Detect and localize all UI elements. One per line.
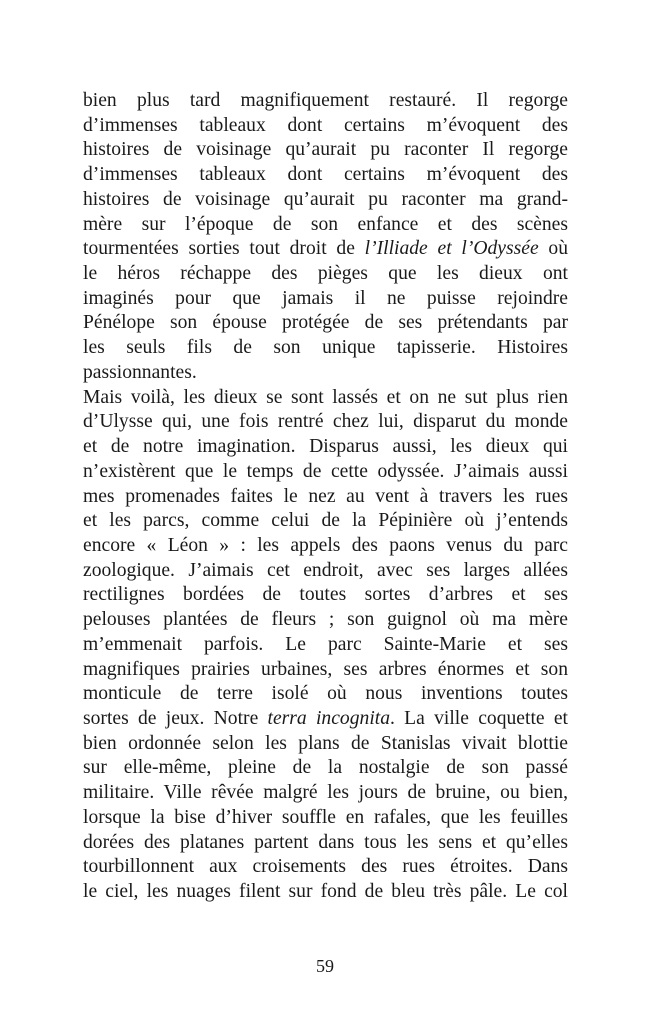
text-line: mes promenades faites le nez au vent à travers les rues: [83, 485, 568, 507]
text-line: tourbillonnent aux croisements des rues étroites. Dans: [83, 856, 568, 878]
text-line: et les parcs, comme celui de la Pépinière où j’entends: [83, 510, 568, 532]
text-line: d’Ulysse qui, une fois rentré chez lui, disparut du monde: [83, 411, 568, 433]
text-segment: sortes de jeux. Notre: [83, 707, 268, 729]
text-line: Mais voilà, les dieux se sont lassés et on ne sut plus rien: [83, 386, 568, 408]
text-line: [83, 237, 568, 262]
italic-title: l’Illiade et l’Odyssée: [364, 238, 539, 260]
text-line: le ciel, les nuages filent sur fond de bleu très pâle. Le col: [83, 881, 568, 902]
text-line: lorsque la bise d’hiver souffle en rafales, que les feuilles: [83, 806, 568, 828]
text-line: passionnantes.: [83, 361, 197, 383]
text-line: monticule de terre isolé où nous inventions toutes: [83, 683, 568, 705]
text-line: rectilignes bordées de toutes sortes d’arbres et ses: [83, 584, 568, 606]
text-line: sur elle-même, pleine de la nostalgie de son passé: [83, 757, 568, 779]
text-line: pelouses plantées de fleurs ; son guignol où ma mère: [83, 609, 568, 631]
text-line: zoologique. J’aimais cet endroit, avec ses larges allées: [83, 559, 568, 581]
text-line: mère sur l’époque de son enfance et des scènes: [83, 213, 568, 235]
text-line: magnifiques prairies urbaines, ses arbres énormes et son: [83, 658, 568, 680]
page-number: 59: [316, 956, 334, 976]
text-line: n’existèrent que le temps de cette odyssée. J’aimais aussi: [83, 460, 568, 482]
text-segment: . La ville coquette et: [390, 707, 568, 729]
text-line: le héros réchappe des pièges que les dieux ont: [83, 263, 568, 285]
text-line: militaire. Ville rêvée malgré les jours de bruine, ou bien,: [83, 782, 568, 804]
text-line: [83, 707, 568, 732]
text-line: Pénélope son épouse protégée de ses prétendants par: [83, 312, 568, 334]
text-line: histoires de voisinage qu’aurait pu raconter Il regorge: [83, 139, 568, 161]
text-line: d’immenses tableaux dont certains m’évoquent des: [83, 114, 568, 136]
text-line: bien plus tard magnifiquement restauré. Il regorge: [83, 90, 568, 111]
text-line: et de notre imagination. Disparus aussi, les dieux qui: [83, 436, 568, 458]
text-line: imaginés pour que jamais il ne puisse rejoindre: [83, 287, 568, 309]
text-segment: où: [538, 238, 568, 260]
body-text: [83, 89, 568, 905]
text-line: d’immenses tableaux dont certains m’évoquent des: [83, 164, 568, 186]
text-segment: tourmentées sorties tout droit de: [83, 238, 365, 260]
text-line: les seuls fils de son unique tapisserie. Histoires: [83, 337, 568, 359]
text-line: bien ordonnée selon les plans de Stanislas vivait blottie: [83, 732, 568, 754]
text-line: dorées des platanes partent dans tous les sens et qu’elles: [83, 831, 568, 853]
text-line: histoires de voisinage qu’aurait pu raconter ma grand-: [83, 188, 568, 210]
italic-title: terra incognita: [267, 707, 391, 729]
text-line: encore « Léon » : les appels des paons venus du parc: [83, 534, 568, 556]
text-line: m’emmenait parfois. Le parc Sainte-Marie et ses: [83, 633, 568, 655]
